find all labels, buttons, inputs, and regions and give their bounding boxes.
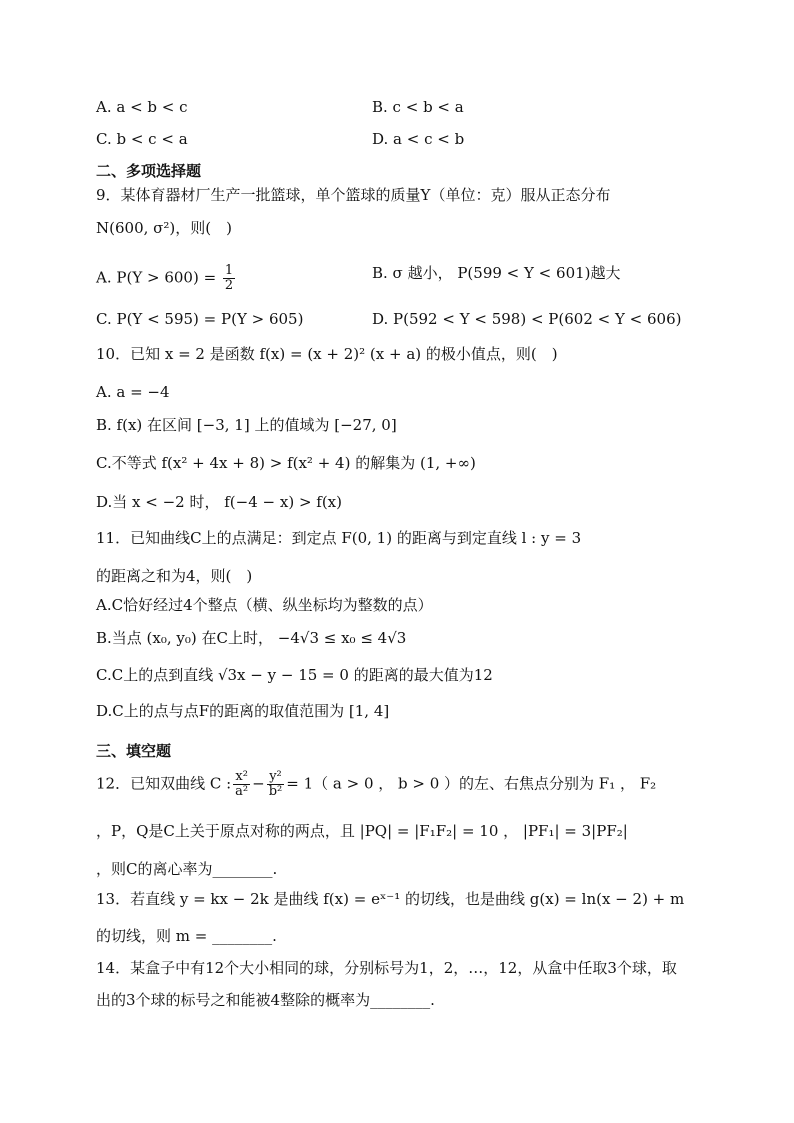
q9-stem-line2: N(600, σ²)，则( ): [96, 219, 232, 237]
fraction-numerator: x²: [233, 770, 250, 785]
q9-stem-line1: 9．某体育器材厂生产一批篮球，单个篮球的质量Y（单位：克）服从正态分布: [96, 186, 611, 204]
fraction-numerator: 1: [224, 263, 234, 278]
q12-stem-suffix: = 1（ a > 0 ， b > 0 ）的左、右焦点分别为 F₁ ， F₂: [286, 774, 657, 793]
q14-stem-line1: 14．某盒子中有12个大小相同的球，分别标号为1，2，…，12，从盒中任取3个球，取: [96, 959, 677, 977]
minus-sign: −: [252, 774, 265, 793]
fraction-denominator: a²: [235, 784, 249, 799]
q11-stem-line1: 11．已知曲线C上的点满足：到定点 F(0, 1) 的距离与到定直线 l : y = 3: [96, 529, 582, 547]
q8-option-c: C. b < c < a: [96, 130, 188, 148]
q10-option-c: C.不等式 f(x² + 4x + 8) > f(x² + 4) 的解集为 (1, +∞): [96, 454, 476, 472]
q8-option-a: A. a < b < c: [96, 98, 188, 116]
q13-stem-line2: 的切线，则 m = ________.: [96, 927, 277, 945]
q9-option-c: C. P(Y < 595) = P(Y > 605): [96, 310, 304, 328]
fraction-y2-over-b2: [267, 770, 285, 799]
section-heading-multiple-choice: 二、多项选择题: [96, 162, 202, 180]
q12-stem-line3: ，则C的离心率为________.: [96, 860, 278, 878]
fraction-one-half: [223, 264, 235, 293]
fraction-denominator: 2: [224, 278, 234, 293]
q10-option-b: B. f(x) 在区间 [−3, 1] 上的值域为 [−27, 0]: [96, 416, 397, 434]
q12-stem-line2: ，P，Q是C上关于原点对称的两点，且 |PQ| = |F₁F₂| = 10 ， |PF₁| = 3|PF₂|: [96, 822, 628, 840]
fraction-denominator: b²: [268, 784, 283, 799]
q10-stem: 10．已知 x = 2 是函数 f(x) = (x + 2)² (x + a) 的极小值点，则( ): [96, 345, 558, 363]
q8-option-d: D. a < c < b: [372, 130, 465, 148]
section-heading-fill-in: 三、填空题: [96, 742, 172, 760]
q13-stem-line1: 13．若直线 y = kx − 2k 是曲线 f(x) = eˣ⁻¹ 的切线，也是曲线 g(x) = ln(x − 2) + m: [96, 890, 685, 908]
fraction-x2-over-a2: [233, 770, 250, 799]
q11-option-d: D.C上的点与点F的距离的取值范围为 [1, 4]: [96, 702, 390, 720]
q9-option-b: B. σ 越小， P(599 < Y < 601)越大: [372, 264, 621, 282]
q11-option-a: A.C恰好经过4个整点（横、纵坐标均为整数的点）: [96, 596, 433, 614]
q8-option-b: B. c < b < a: [372, 98, 464, 116]
q9-option-a-text: A. P(Y > 600) =: [96, 268, 217, 287]
fraction-numerator: y²: [267, 770, 285, 785]
q14-stem-line2: 出的3个球的标号之和能被4整除的概率为________.: [96, 991, 435, 1009]
q11-option-b: B.当点 (x₀, y₀) 在C上时， −4√3 ≤ x₀ ≤ 4√3: [96, 629, 407, 647]
q12-stem-line1: [96, 770, 656, 799]
q10-option-d: D.当 x < −2 时， f(−4 − x) > f(x): [96, 493, 342, 511]
q9-option-a: [96, 264, 237, 293]
q11-stem-line2: 的距离之和为4，则( ): [96, 567, 253, 585]
q9-option-d: D. P(592 < Y < 598) < P(602 < Y < 606): [372, 310, 682, 328]
q12-stem-prefix: 12．已知双曲线 C :: [96, 774, 232, 793]
q10-option-a: A. a = −4: [96, 383, 170, 401]
q11-option-c: C.C上的点到直线 √3x − y − 15 = 0 的距离的最大值为12: [96, 666, 493, 684]
